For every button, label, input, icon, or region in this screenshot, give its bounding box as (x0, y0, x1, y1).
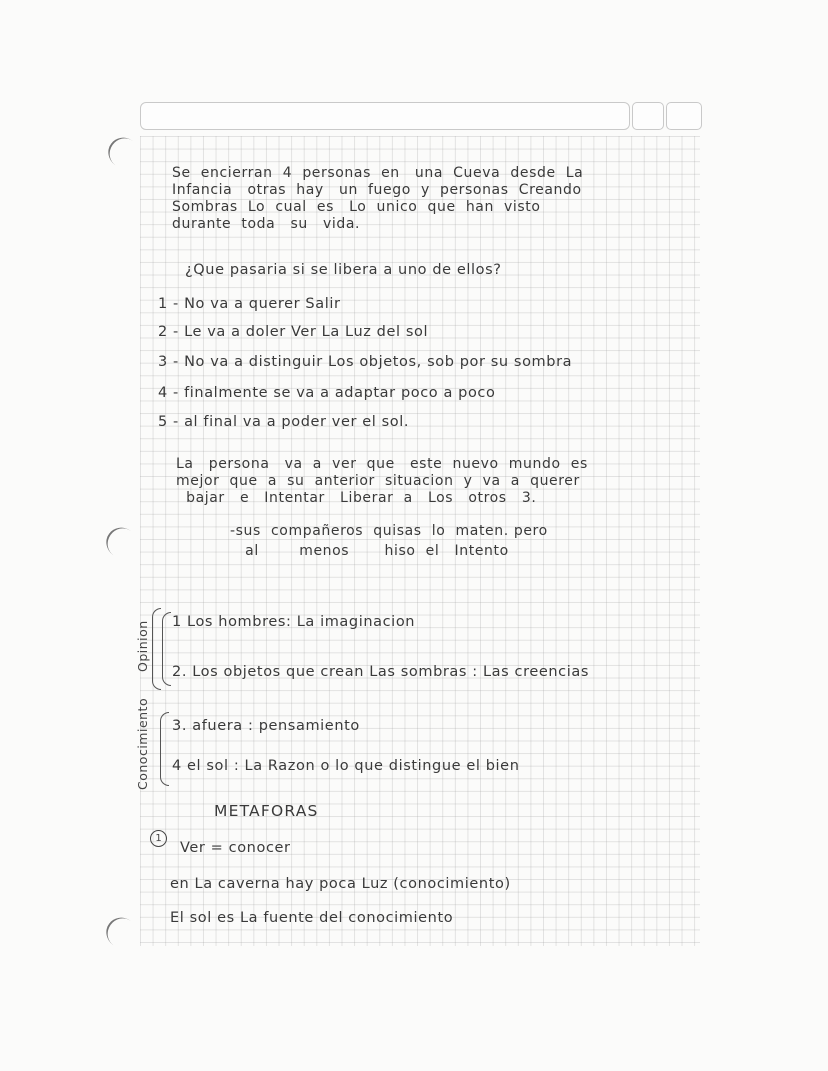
list-item-1: 1 Los hombres: La imaginacion (172, 614, 416, 630)
brace-knowledge (160, 712, 169, 786)
list-item-3: 3. afuera : pensamiento (172, 718, 360, 734)
step-3: 3 - No va a distinguir Los objetos, sob por su sombra (158, 354, 573, 370)
step-4: 4 - finalmente se va a adaptar poco a poco (158, 385, 496, 401)
companions-note: -sus compañeros quisas lo maten. pero al menos hiso el Intento (230, 523, 548, 559)
intro-paragraph: Se encierran 4 personas en una Cueva desde La Infancia otras hay un fuego y personas Creando Sombras Lo cual es Lo unico que han visto durante toda su vida. (172, 165, 584, 232)
punch-hole-middle (100, 522, 143, 565)
side-label-opinion: Opinion (135, 620, 150, 672)
side-label-knowledge: Conocimiento (135, 697, 150, 790)
brace-opinion-inner (162, 612, 171, 686)
paragraph-consequence: La persona va a ver que este nuevo mundo es mejor que a su anterior situacion y va a querer bajar e Intentar Liberar a Los otros 3. (176, 456, 588, 506)
question: ¿Que pasaria si se libera a uno de ellos? (185, 262, 502, 278)
punch-hole-bottom (100, 912, 143, 955)
metafora-3: El sol es La fuente del conocimiento (170, 910, 454, 926)
date-box-month (666, 102, 702, 130)
metaforas-title: METAFORAS (214, 802, 319, 820)
brace-opinion-outer (152, 608, 161, 690)
metafora-2: en La caverna hay poca Luz (conocimiento) (170, 876, 511, 892)
list-item-4: 4 el sol : La Razon o lo que distingue el bien (172, 758, 520, 774)
circled-number: 1 (150, 830, 167, 847)
metafora-1: Ver = conocer (180, 840, 291, 856)
header-bar (140, 102, 630, 130)
step-5: 5 - al final va a poder ver el sol. (158, 414, 410, 430)
step-1: 1 - No va a querer Salir (158, 296, 341, 312)
date-box-day (632, 102, 664, 130)
step-2: 2 - Le va a doler Ver La Luz del sol (158, 324, 429, 340)
list-item-2: 2. Los objetos que crean Las sombras : Las creencias (172, 664, 589, 680)
